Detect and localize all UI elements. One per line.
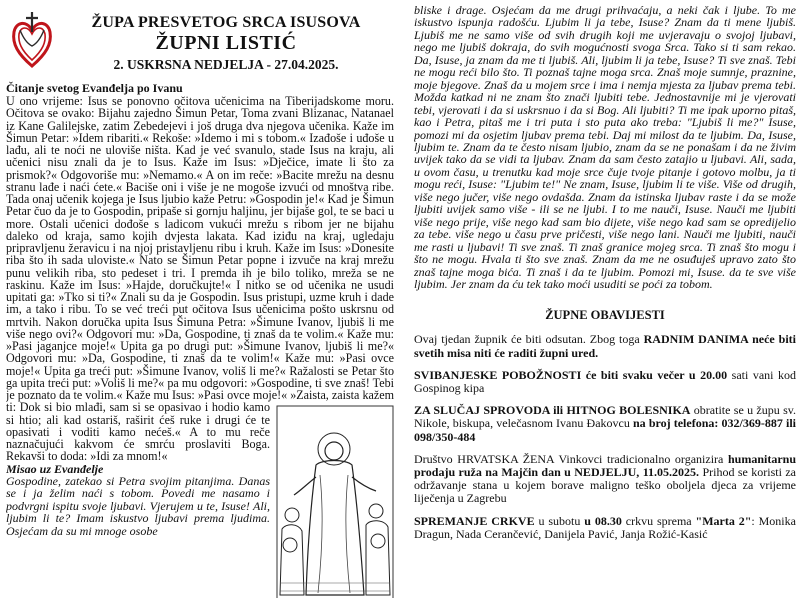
bulletin-header (6, 8, 394, 78)
notice-cleaning-names: : Monika Dragun, Nada Cerančević, Danijela Pavić, Janja Rožić-Kasić (414, 513, 796, 541)
gospel-text-part1: U ono vrijeme: Isus se ponovno očitova učenicima na Tiberijadskome moru. Očitova se ovako: Bijahu zajedno Šimun Petar, Toma zvani Blizanac, Natanael iz Kane Galilejske, zatim Zebedejevi i još druga dva njegova učenika. Kaže im Šimun Petar: »Idem ribariti.« Rekoše: »Idemo i mi s tobom.« Izađoše i uđoše u lađu, ali te noći ne uloviše ništa. Kad je već svanulo, stade Isus na kraju, ali učenici nisu znali da je to Isus. Kaže im Isus: »Dječice, imate li što za prismok?« Odgovoriše mu: »Nemamo.« A on im reče: »Bacite mrežu na desnu stranu lađe i naći ćete.« Baciše oni i više je ne mogoše izvući od mnoštva ribe. Tada onaj učenik kojega je Isus ljubio kaže Petru: »Gospodin je!« Kad je Šimun Petar čuo da je to Gospodin, pripaše si gornju haljinu, jer bijaše gol, te se baci u more. Ostali učenici dođoše s ladicom vukući mrežu s ribom jer ne bijahu daleko od kraja, samo kojih dvjesta lakata. Kad iziđu na kraj, ugledaju pripravljenu žeravicu i na njoj pristavljenu ribu i kruh. Kaže im Isus: »Donesite riba što ih sada uloviste.« Nato se Šimun Petar popne i izvuče na kraj mrežu punu velikih riba, sto pedeset i tri. I premda ih je bilo toliko, mreža se ne raskinu. Kaže im Isus: »Hajde, doručkujte!« I nitko se od učenika ne usudi upitati ga: »Tko si ti?« Znali su da je Gospodin. Isus pristupi, uzme kruh i dade im, a tako i ribu. To se već treći put očitova Isus učenicima pošto uskrsnu od mrtvih. Nakon doručka upita Isus Šimuna Petra: »Šimune Ivanov, ljubiš li me više nego ovi?« Odgovori mu: »Da, Gospodine, ti znaš da te volim.« Kaže mu: »Pasi jaganjce moje!« Upita ga po drugi put: »Šimune Ivanov, ljubiš li me?« Odgovori mu: »Da, Gospodine, ti znaš da te volim!« Kaže mu: »Pasi ovce moje!« Upita ga treći put: »Šimune Ivanov, voliš li me?« Ražalosti se Petar što ga upita treći put: »Voliš li me?« pa mu odgovori: »Gospodine, ti sve znaš! Tebi je poznato da te volim.« Kaže mu Isus: »Pasi ovce moje!« »Zaista, zaista (6, 94, 394, 402)
notice-cleaning-text2: crkvu sprema (621, 513, 696, 528)
notice-may-devotions (414, 369, 796, 395)
notice-church-cleaning (414, 515, 796, 541)
notice-cleaning-group: "Marta 2" (695, 513, 752, 528)
notice-emergency-phone: na broj telefona: 032/369-887 ili 098/350-484 (414, 416, 796, 444)
notice-roses-sale-text: Društvo HRVATSKA ŽENA Vinkovci tradicionalno organizira (414, 451, 728, 466)
notice-roses-sale-bold: humanitarnu prodaju ruža na Majčin dan u NEDJELJU, 11.05.2025. (414, 451, 796, 480)
reflection-heading: Misao uz Evanđelje (6, 461, 104, 476)
notice-emergency (414, 404, 796, 444)
notice-absence-bold: RADNIM DANIMA neće biti svetih misa niti će raditi župni ured. (414, 332, 796, 360)
notice-may-devotions-text: sati vani kod Gospinog kipa (414, 367, 796, 396)
parish-logo-icon (10, 10, 54, 70)
notice-may-devotions-bold: SVIBANJESKE POBOŽNOSTI će biti svaku večer u 20.00 (414, 367, 728, 382)
notice-cleaning-bold: SPREMANJE CRKVE (414, 513, 535, 528)
bulletin-date: 2. USKRSNA NEDJELJA - 27.04.2025. (113, 57, 339, 72)
gospel-text-part2: kažem ti: Dok si bio mlađi, sam si se opasivao i hodio kamo si htio; ali kad ostariš, raširit ćeš ruke i drugi će te opasivati i voditi kamo nećeš.« A to mu reče naznačujući kakvom će smrću proslaviti Boga. Rekavši to doda: »Idi za mnom!« (6, 388, 394, 464)
notice-absence-text: Ovaj tjedan župnik će biti odsutan. Zbog toga (414, 332, 644, 347)
notice-absence (414, 333, 796, 359)
left-column (6, 8, 394, 598)
right-column (414, 4, 796, 598)
notices-title: ŽUPNE OBAVIJESTI (545, 308, 665, 323)
notice-emergency-bold: ZA SLUČAJ SPROVODA ili HITNOG BOLESNIKA (414, 403, 691, 418)
reflection-text-start: Gospodine, zatekao si Petra svojim pitanjima. Danas se i ja želim naći s tobom. Povedi me nasamo i podvrgni ispitu svoje ljubavi. Vjerujem u te, Isuse! Ali, ljubim li te? Imam iskustvo ljubavi prema ljudima. Osjećam da su mi mnoge osobe (6, 474, 270, 538)
parish-name: ŽUPA PRESVETOG SRCA ISUSOVA (91, 14, 361, 31)
gospel-text (6, 95, 394, 463)
notice-roses-sale-text2: Prihod se koristi za održavanje stana u kojem borave maligno teško oboljela djeca za vrijeme liječenja u Zagrebu (414, 465, 796, 506)
notice-roses-sale (414, 453, 796, 506)
notice-cleaning-text: u subotu (534, 513, 585, 528)
gospel-heading: Čitanje svetog Evanđelja po Ivanu (6, 81, 183, 95)
bulletin-title: ŽUPNI LISTIĆ (155, 32, 297, 54)
reflection-text-continued: bliske i drage. Osjećam da me drugi prihvaćaju, a neki čak i ljube. To me iskustvo ispunja radošću. Ljubim li ja tebe, Isuse? Znam da ti mene ljubiš. Ljubiš me ne samo više od svih drugih koji me uvjeravaju o svojoj ljubavi, nego me ljubiš dokraja, do svih mogućnosti svoga Srca. Tako si ti sam rekao. Da, Isuse, ja znam da me ti ljubiš. Ali, ljubim li ja tebe, Isuse? Ti sve znaš. Tebi ne mogu reći bilo što. Ti poznaš tajne moga srca. Znaš moje sumnje, praznine, moje bjegove. Znaš da u mojem srce i ima i nemja mjesta za ljubav prema tebi. Možda katkad ni ne znam što znači ljubiti tebe. Jednostavnije mi je vjerovati tebi, vjerovati i da si uskrsnuo i da si Bog. Ali ljubiti? Ti me ipak uporno pitaš, kao i Petra, pitaš me i tri puta i sto puta ako treba: "Ljubiš li me?" Isuse, pomozi mi da osjetim ljubav prema tebi. Daj mi milost da te ljubim. Da, Isuse, ljubim te. Znam da te često nisam ljubio, znam da se ne ponašam i da ne živim uvijek tako da se vidi ta ljubav. Znam da sam često zatajio u ljubavi. Ali, sada, u ovom času, u trenutku kad moje srce čuje tvoje pitanje i gotovo molbu, ja ti mogu reći, Isuse: "Ljubim te!" Ne znam, Isuse, ljubim li te više. Više od drugih, više nego jučer, više nego ovdašda. Znam da istinska ljubav raste i da se može ljubiti uvijek samo više - ili se ne ljubi. I to me nauči, Isuse. Nauči me ljubiti više nego prije, više nego kad sam bio dijete, više nego kad sam se opredijelio za tebe. više nego u času prve pričesti, više nego lani. Nauči me ljubiti, nauči me rasti u ljubavi! Ti sve znaš. Ti znaš granice mojeg srca. Ti znaš što mogu i što ne mogu. Hvala ti što sve znaš. Znam da me ne osuđuješ upravo zato što znaš tajne moga bića. Ti znaš i da te ljubim. Pomozi mi, Isuse. da te sve više ljubim. Jer znam da ću tek tako moći usuditi se poći za tobom. (414, 4, 796, 291)
jesus-with-disciples-illustration (276, 405, 394, 598)
notice-emergency-text: obratite se u župu sv. Nikole, biskupa, velečasnom Ivanu Đakovcu (414, 403, 796, 431)
notice-cleaning-time: u 08.30 (584, 513, 622, 528)
